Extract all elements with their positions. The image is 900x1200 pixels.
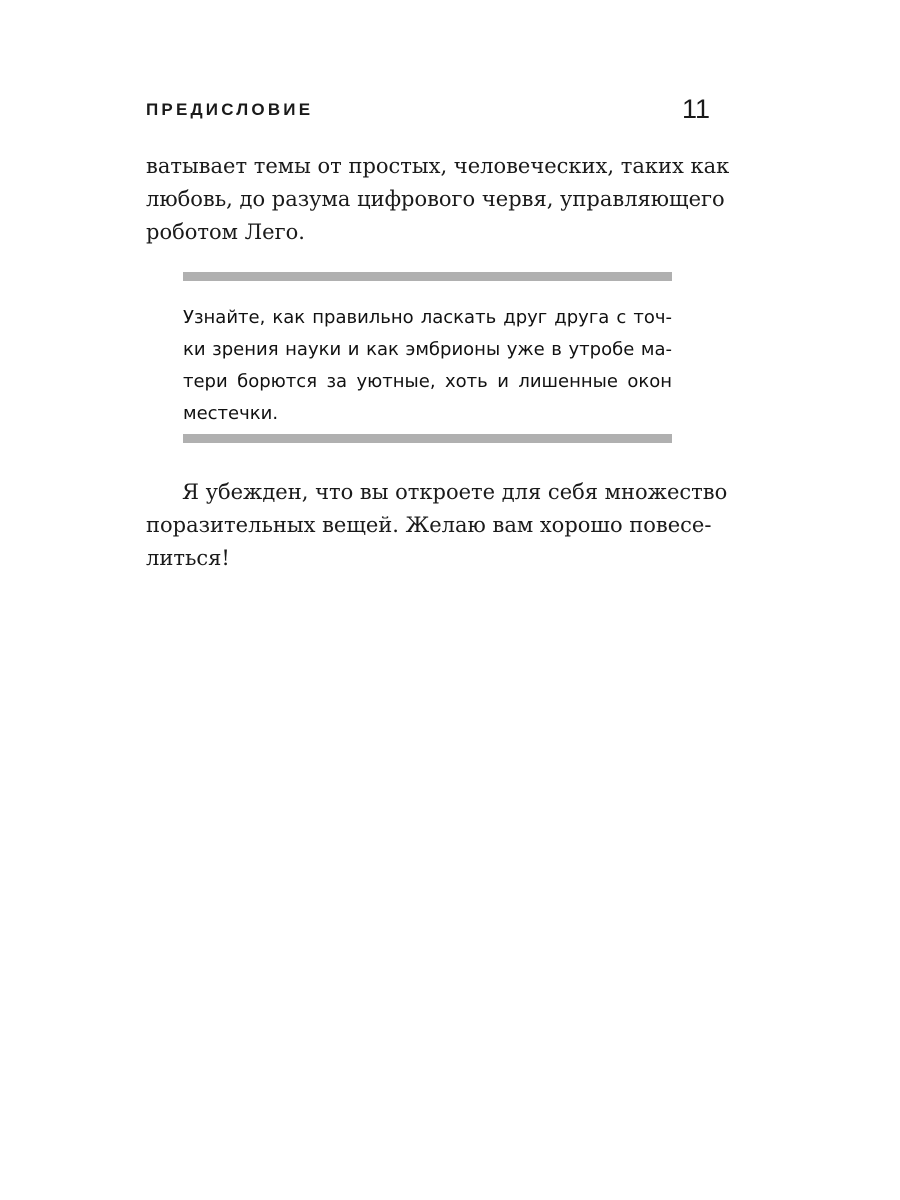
callout-text: [183, 302, 672, 430]
callout-bottom-rule: [183, 434, 672, 443]
paragraph-line: Я убежден, что вы откроете для себя множество: [182, 480, 728, 504]
paragraph-closing: [146, 476, 728, 575]
callout-line: местечки.: [183, 403, 279, 424]
callout-line: Узнайте, как правильно ласкать друг друга с точ-: [183, 307, 672, 328]
paragraph-continuation: [146, 150, 730, 249]
paragraph-line: роботом Лего.: [146, 220, 305, 244]
paragraph-line: литься!: [146, 546, 230, 570]
paragraph-line: поразительных вещей. Желаю вам хорошо повесе-: [146, 513, 712, 537]
callout-top-rule: [183, 272, 672, 281]
running-head: [146, 96, 710, 126]
callout-line: ки зрения науки и как эмбрионы уже в утробе ма-: [183, 339, 672, 360]
section-title: ПРЕДИСЛОВИЕ: [146, 100, 314, 119]
paragraph-line: ватывает темы от простых, человеческих, таких как: [146, 154, 730, 178]
page-number: 11: [681, 94, 710, 124]
paragraph-line: любовь, до разума цифрового червя, управляющего: [146, 187, 725, 211]
callout-line: тери борются за уютные, хоть и лишенные окон: [183, 371, 672, 392]
